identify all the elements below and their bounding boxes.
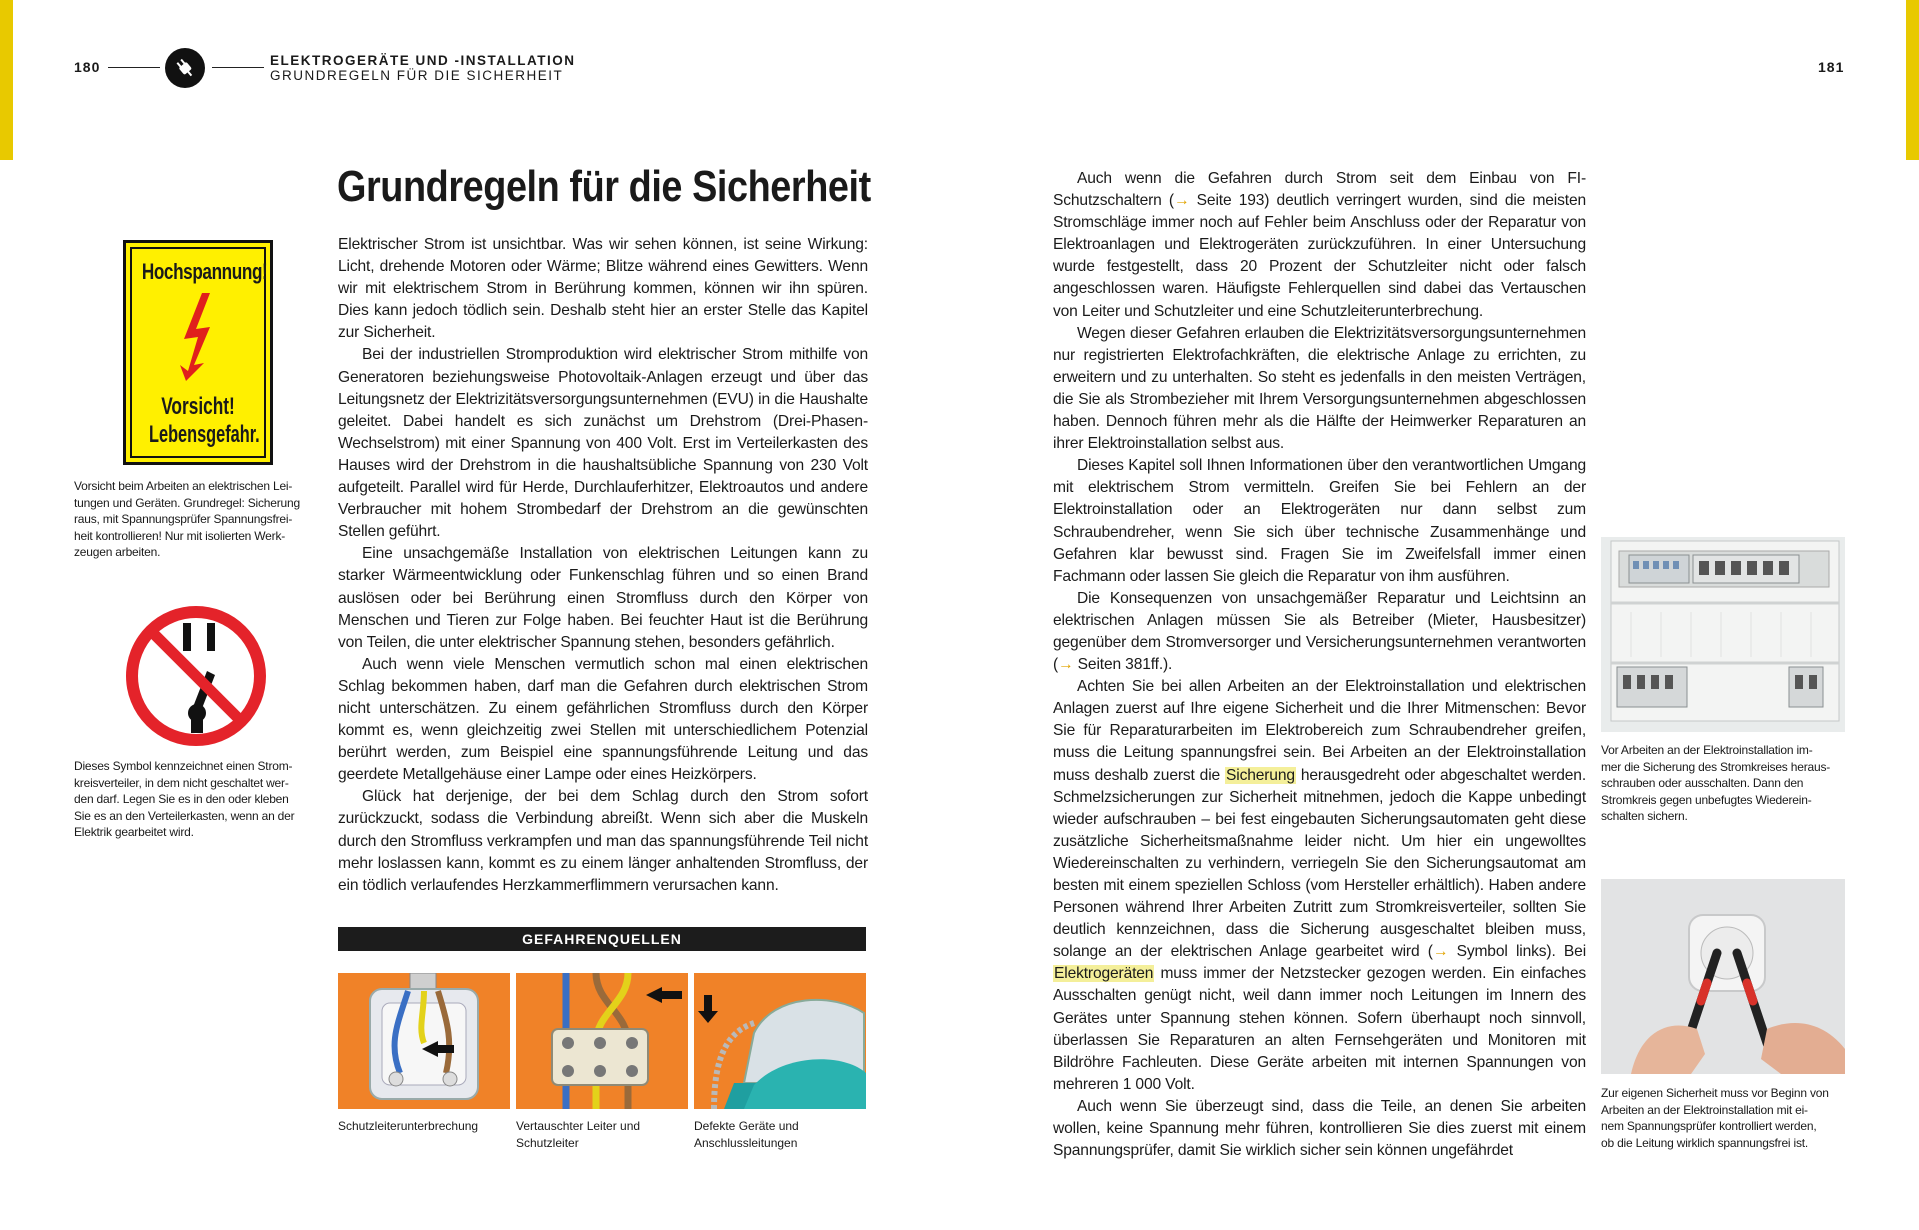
reference-arrow-icon: → (1058, 656, 1074, 674)
paragraph: Auch wenn Sie überzeugt sind, dass die Teile, an denen Sie arbeiten wollen, keine Spannung mehr führen, kontrollieren Sie dies zuerst mit einem Spannungsprüfer, damit Sie wirklich sicher sein können ungefährdet (1053, 1097, 1586, 1160)
paragraph: Wegen dieser Gefahren erlauben die Elektrizitätsversorgungsunternehmen nur registrierten Elektrofachkräften, die elektrische Anlage zu errichten, zu erweitern und zu unterhalten. So steht es jedenfalls in den meisten Verträgen, die Sie als Strombezieher mit Ihrem Versorgungsunternehmen abgeschlossen haben. Dennoch führen mehr als die Hälfte der Heimwerker Reparaturen an ihrer Elektroinstallation selbst aus. (1053, 324, 1586, 453)
hazards-heading: GEFAHRENQUELLEN (338, 927, 866, 951)
sign-caption-high-voltage: Vorsicht beim Arbeiten an elektrischen Lei- tungen und Geräten. Grundregel: Sicherung raus, mit Spannungsprüfer Spannungsfrei- heit kontrollieren! Nur mit isolierten Werk- zeugen arbeiten. (74, 479, 300, 559)
sign-text-caution: Vorsicht! (161, 393, 235, 420)
paragraph: Auch wenn viele Menschen vermutlich schon mal einen elektrischen Schlag bekommen haben, darf man die Gefahren durch elektrischen Strom nicht unterschätzen. Zu einem gefährlichen Stromfluss durch den Körper kommt es, wenn gleichzeitig zwei Stellen mit unterschiedlichem Potenzial berührt werden, zum Beispiel eine spannungsführende Leitung und das geerdete Metallgehäuse einer Lampe oder eines Heizkörpers. (338, 655, 868, 784)
paragraph: Dieses Kapitel soll Ihnen Informationen über den verantwortlichen Umgang mit elektrischem Strom vermitteln. Greifen Sie bei Fehlern an der Elektroinstallation oder an Elektrogeräten nur dann selbst zum Schraubendreher, wenn Sie sich über technische Zusammenhänge und Gefahren klar bewusst sind. Fragen Sie im Zweifelsfall immer einen Fachmann oder lassen Sie gleich die Reparatur von ihm ausführen. (1053, 457, 1586, 585)
article-column-right (1053, 168, 1586, 1162)
paragraph: Auch wenn die Gefahren durch Strom seit dem Einbau von FI-Schutzschaltern (→ Seite 193) deutlich verringert wurden, sind die meisten Stromschläge immer noch auf Fehler beim Anschluss oder der Reparatur von Elektroanlagen und Elektrogeräten zurückzuführen. In einer Untersuchung wurde festgestellt, dass 20 Prozent der Schutzleiter nicht oder falsch angeschlossen waren. Häufigste Fehlerquellen sind dabei das Vertauschen von Leiter und Schutzleiter und eine Schutzleiterunterbrechung. (1053, 170, 1586, 320)
voltage-tester-caption: Zur eigenen Sicherheit muss vor Beginn von Arbeiten an der Elektroinstallation mit ei- nem Spannungsprüfer kontrolliert werden, ob die Leitung wirklich spannungsfrei ist. (1601, 1086, 1829, 1150)
no-switching-sign-icon (123, 603, 269, 754)
paragraph: Elektrischer Strom ist unsichtbar. Was wir sehen können, ist seine Wirkung: Licht, drehende Motoren oder Wärme; Blitze während eines Gewitters. Wenn wir mit elektrischem Strom in Berührung kommen, können wir ihn spüren. Dies kann jedoch tödlich sein. Deshalb steht hier an erster Stelle das Kapitel zur Sicherheit. (338, 236, 868, 342)
broken-ground-connector-icon (338, 973, 510, 1109)
lightning-bolt-icon (176, 293, 222, 381)
fuse-box-caption: Vor Arbeiten an der Elektroinstallation im- mer die Sicherung des Stromkreises heraus- schrauben oder ausschalten. Dann den Stromkreis gegen unbefugtes Wiederein- schalten sichern. (1601, 743, 1831, 823)
hazard-caption: Schutzleiterunterbrechung (338, 1119, 479, 1133)
left-page-number: 180 (74, 59, 101, 75)
left-edge-accent (0, 0, 13, 160)
plug-icon (165, 48, 205, 88)
chapter-title: ELEKTROGERÄTE UND -INSTALLATION (270, 53, 576, 68)
reference-arrow-icon: → (1173, 192, 1190, 210)
swapped-wires-terminal-icon (516, 973, 688, 1109)
section-title: GRUNDREGELN FÜR DIE SICHERHEIT (270, 68, 564, 83)
header-rule-left (108, 67, 160, 68)
right-page-number: 181 (1818, 59, 1845, 75)
paragraph: Achten Sie bei allen Arbeiten an der Elektroinstallation und elektrischen Anlagen zuerst auf Ihre eigene Sicherheit und die Ihrer Mitmenschen: Bevor Sie für Reparaturarbeiten im Elektrobereich zum Schraubendreher greifen, muss die Leitung spannungsfrei sein. Bei Arbeiten an der Elektroinstallation muss deshalb zuerst die Sicherung herausgedreht oder abgeschaltet werden. Schmelzsicherungen zur Sicherheit mitnehmen, jedoch die Kappe unbedingt wieder aufschrauben – bei fest eingebauten Sicherungsautomaten geht diese zusätzliche Sicherheitsmaßnahme leider nicht. Um hier ein ungewolltes Wiedereinschalten zu verhindern, verriegeln Sie den Sicherungsautomat am besten mit einem speziellen Schloss (vom Hersteller erhältlich). Haben andere Personen während Ihrer Arbeiten Zutritt zum Stromkreisverteiler, sollten Sie deutlich kennzeichnen, dass die Sicherung ausgeschaltet bleiben muss, solange an der elektrischen Anlage gearbeitet wird (→ Symbol links). Bei Elektrogeräten muss immer der Netzstecker gezogen werden. Ein einfaches Ausschalten genügt nicht, weil dann immer noch Leitungen im Innern des Gerätes unter Spannung stehen können. Sofern überhaupt noch sinnvoll, überlassen Sie Reparaturen an alten Fernsehgeräten und Monitoren mit Bildröhre Fachleuten. Diese Geräte arbeiten mit internen Spannungen von mehreren 1 000 Volt. (1053, 678, 1587, 1093)
high-voltage-sign (123, 240, 273, 465)
article-title: Grundregeln für die Sicherheit (337, 162, 871, 211)
damaged-iron-cable-icon (694, 973, 866, 1109)
hazard-caption: Defekte Geräte und Anschlussleitungen (694, 1119, 799, 1150)
right-edge-accent (1906, 0, 1919, 160)
voltage-tester-photo (1601, 879, 1845, 1074)
header-rule-right (212, 67, 264, 68)
hazard-caption: Vertauschter Leiter und Schutzleiter (516, 1119, 641, 1150)
sign-text-warning: Hochspannung! (141, 259, 268, 284)
sign-caption-no-switching: Dieses Symbol kennzeichnet einen Strom- kreisverteiler, in dem nicht geschaltet wer- den darf. Legen Sie es in den oder kleben Sie es an den Verteilerkasten, wenn an der Elektrik gearbeitet wird. (74, 759, 295, 839)
reference-arrow-icon: → (1432, 943, 1449, 961)
article-column-left (338, 234, 868, 897)
paragraph: Eine unsachgemäße Installation von elektrischen Leitungen kann zu starker Wärmeentwicklung oder Funkenschlag führen und so einen Brand auslösen oder bei Berührung einen Stromfluss durch den Körper von Menschen und Tieren zur Folge haben. Bei feuchter Haut ist die Berührung von Teilen, die unter elektrischer Spannung stehen, besonders gefährlich. (338, 545, 868, 651)
highlight-term: Sicherung (1226, 766, 1295, 784)
sign-text-danger: Lebensgefahr. (149, 421, 260, 448)
paragraph: Bei der industriellen Stromproduktion wird elektrischer Strom mithilfe von Generatoren beziehungsweise Photovoltaik-Anlagen erzeugt und über das Leitungsnetz der Elektrizitätsversorgungsunternehmen (EVU) in die Haushalte geleitet. Dabei handelt es sich zunächst um Drehstrom (Drei-Phasen-Wechselstrom) mit einer Spannung von 400 Volt. Erst im Verteilerkasten des Hauses wird der Drehstrom in die haushaltsübliche Spannung von 230 Volt aufgeteilt. Parallel wird für Herde, Durchlauferhitzer, Elektroautos und andere Verbraucher mit hohem Strombedarf der Drehstrom an die gewünschten Stellen geführt. (338, 346, 868, 541)
paragraph: Die Konsequenzen von unsachgemäßer Reparatur und Leichtsinn an elektrischen Anlagen müssen Sie als Betreiber (Mieter, Hausbesitzer) gegenüber dem Stromversorger und Versicherungsunternehmen verantworten (→ Seiten 381ff.). (1053, 589, 1586, 674)
fuse-box-photo (1601, 537, 1845, 732)
paragraph: Glück hat derjenige, der bei dem Schlag durch den Strom sofort zurückzuckt, sodass die Verbindung abreißt. Wenn sich aber die Muskeln durch den Stromfluss verkrampfen und man das spannungsführende Teil nicht mehr loslassen kann, kommt es zu einem länger anhaltenden Stromfluss, der ein tödlich verlaufendes Herzkammerflimmern verursachen kann. (338, 788, 868, 894)
highlight-term: Elektrogeräten (1054, 965, 1154, 983)
